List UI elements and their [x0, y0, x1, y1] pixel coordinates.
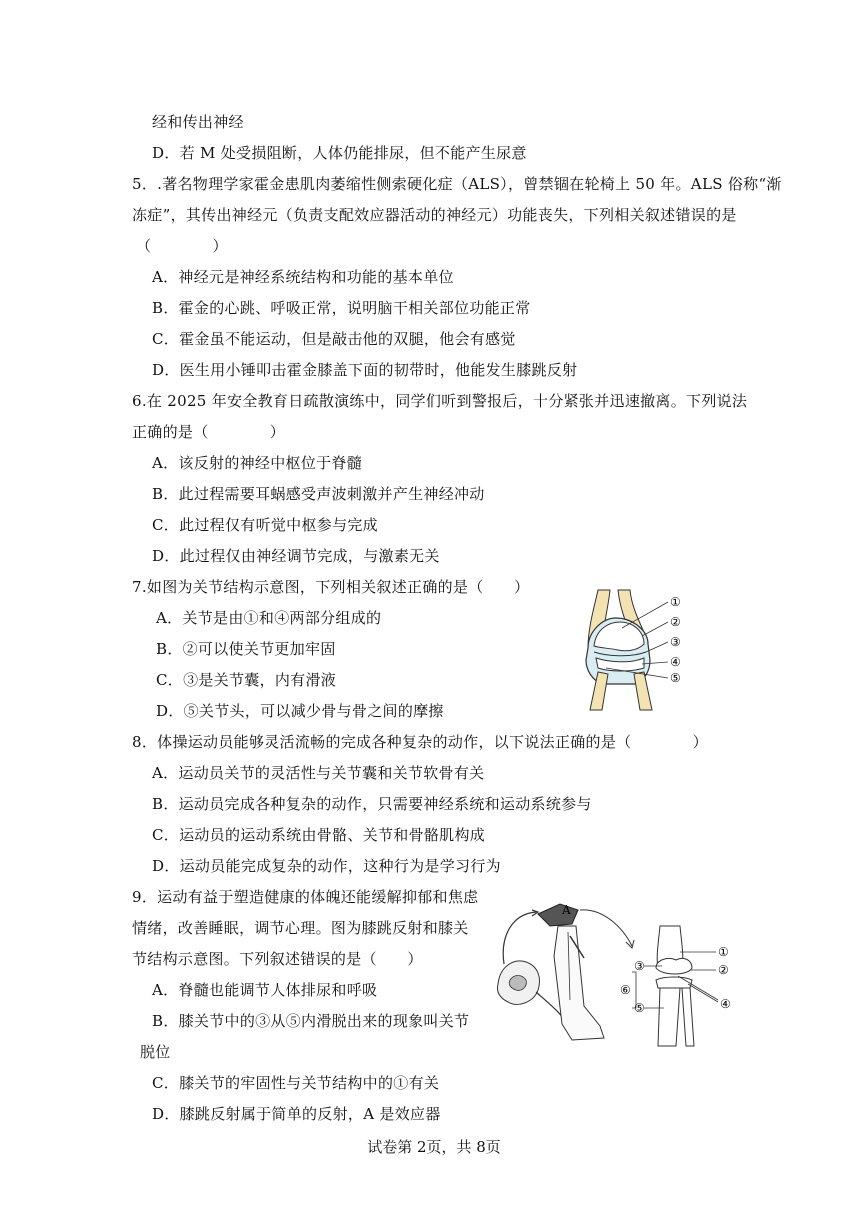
leader-9-4b	[688, 984, 718, 1002]
q9-option-c: C．膝关节的牢固性与关节结构中的①有关	[152, 1074, 440, 1092]
q9-stem-line2: 情绪，改善睡眠，调节心理。图为膝跳反射和膝关	[132, 919, 469, 937]
q9-stem-line3: 节结构示意图。下列叙述错误的是（ ）	[132, 950, 423, 968]
q5-option-c: C．霍金虽不能运动，但是敲击他的双腿，他会有感觉	[152, 330, 516, 348]
leader-line-2	[642, 622, 668, 636]
fig9-label-6: ⑥	[620, 983, 631, 997]
q9-option-a: A．脊髓也能调节人体排尿和呼吸	[152, 981, 378, 999]
q6-option-a: A．该反射的神经中枢位于脊髓	[152, 454, 363, 472]
q5-option-a: A．神经元是神经系统结构和功能的基本单位	[152, 268, 454, 286]
q8-option-d: D．运动员能完成复杂的动作，这种行为是学习行为	[152, 857, 501, 875]
q6-stem-line2: 正确的是（ ）	[132, 423, 286, 441]
knee-reflex-diagram	[492, 896, 740, 1048]
q9-option-d: D．膝跳反射属于简单的反射，A 是效应器	[152, 1105, 441, 1123]
q5-option-b: B．霍金的心跳、呼吸正常，说明脑干相关部位功能正常	[152, 299, 531, 317]
quadriceps-muscle	[538, 904, 578, 926]
fig7-label-3: ③	[670, 635, 681, 649]
fig9-label-a: A	[562, 903, 571, 917]
zoom-arrow	[580, 910, 632, 946]
leader-line-3	[646, 642, 668, 652]
q5-stem-line1: 5．.著名物理学家霍金患肌肉萎缩性侧索硬化症（ALS），曾禁锢在轮椅上 50 年。ALS 俗称“渐	[132, 175, 782, 193]
q6-option-d: D．此过程仅由神经调节完成，与激素无关	[152, 547, 440, 565]
q8-option-c: C．运动员的运动系统由骨骼、关节和骨骼肌构成	[152, 826, 486, 844]
page-footer: 试卷第 2页，共 8页	[367, 1138, 501, 1156]
tibia-socket	[656, 977, 692, 988]
fig9-label-5: ⑤	[634, 1001, 645, 1015]
q6-option-b: B．此过程需要耳蜗感受声波刺激并产生神经冲动	[152, 485, 485, 503]
fig9-label-4: ④	[720, 997, 731, 1011]
q9-option-b-line1: B．膝关节中的③从⑤内滑脱出来的现象叫关节	[152, 1012, 470, 1030]
q5-answer-bracket: （ ）	[136, 237, 228, 255]
fig7-label-1: ①	[670, 595, 681, 609]
fibula	[682, 988, 694, 1046]
joint-structure-diagram	[572, 588, 690, 712]
leg-outline	[554, 926, 604, 1040]
q8-option-a: A．运动员关节的灵活性与关节囊和关节软骨有关	[152, 764, 485, 782]
fig9-label-2: ②	[718, 963, 729, 977]
q5-option-d: D．医生用小锤叩击霍金膝盖下面的韧带时，他能发生膝跳反射	[152, 361, 578, 379]
q9-option-b-line2: 脱位	[140, 1043, 171, 1061]
q7-option-b: B．②可以使关节更加牢固	[156, 640, 336, 658]
q6-stem-line1: 6.在 2025 年安全教育日疏散演练中，同学们听到警报后，十分紧张并迅速撤离。下列说法	[132, 392, 748, 410]
q7-option-d: D．⑤关节头，可以减少骨与骨之间的摩擦	[156, 702, 444, 720]
q6-option-c: C．此过程仅有听觉中枢参与完成	[152, 516, 378, 534]
fig9-label-3: ③	[634, 959, 645, 973]
fig7-label-2: ②	[670, 615, 681, 629]
tibia	[658, 988, 680, 1046]
fig7-label-5: ⑤	[670, 671, 681, 685]
q7-option-c: C．③是关节囊，内有滑液	[156, 671, 337, 689]
fig7-label-4: ④	[670, 655, 681, 669]
q4-continuation: 经和传出神经	[152, 113, 244, 131]
q9-stem-line1: 9．运动有益于塑造健康的体魄还能缓解抑郁和焦虑	[132, 888, 479, 906]
q8-stem: 8．体操运动员能够灵活流畅的完成各种复杂的动作，以下说法正确的是（ ）	[132, 733, 708, 751]
fig9-label-1: ①	[718, 945, 729, 959]
q7-stem: 7.如图为关节结构示意图，下列相关叙述正确的是（ ）	[132, 578, 530, 596]
q7-option-a: A．关节是由①和④两部分组成的	[156, 609, 382, 627]
afferent-nerve	[503, 912, 536, 964]
q4-option-d: D．若 M 处受损阻断，人体仍能排尿，但不能产生尿意	[152, 144, 527, 162]
nerve-arrow	[532, 910, 538, 916]
grey-matter	[509, 976, 526, 991]
lower-bone-right	[634, 672, 652, 710]
zoom-arrow-head	[626, 940, 634, 948]
q5-stem-line2: 冻症”，其传出神经元（负责支配效应器活动的神经元）功能丧失，下列相关叙述错误的是	[132, 206, 737, 224]
q8-option-b: B．运动员完成各种复杂的动作，只需要神经系统和运动系统参与	[152, 795, 592, 813]
